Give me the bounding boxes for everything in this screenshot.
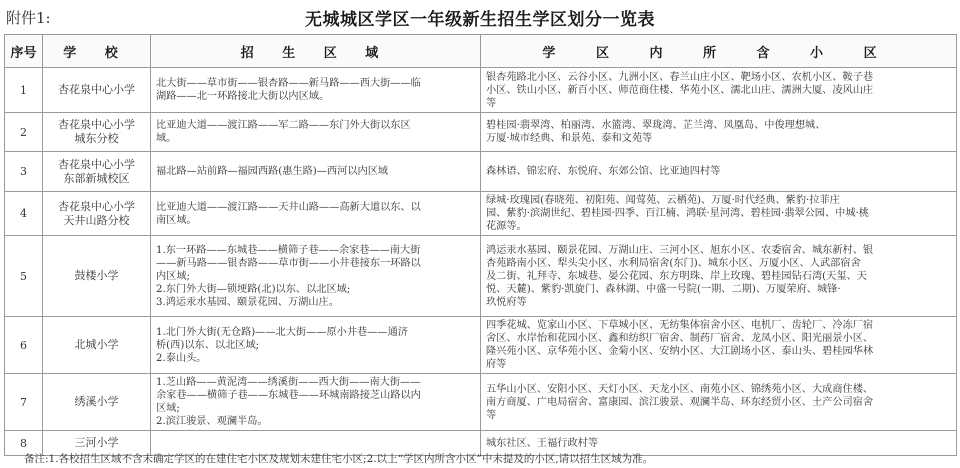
enrollment-area	[151, 192, 481, 236]
header-area: 招 生 区 域	[151, 35, 481, 68]
table-row	[5, 374, 957, 431]
community-list-line: 碧桂园·翡翠湾、柏丽湾、水篮湾、翠珑湾、芷兰湾、凤凰岛、中俊理想城、	[486, 120, 826, 131]
row-number: 2	[5, 113, 43, 152]
school-name	[43, 374, 151, 431]
community-list-line: 小区、铁山小区、新百小区、师范商住楼、华苑小区、濡北山庄、濡洲大厦、凌风山庄	[486, 84, 874, 96]
community-list	[481, 192, 957, 236]
school-name	[43, 113, 151, 152]
district-table	[4, 34, 957, 456]
community-list-line: 府等	[486, 359, 507, 370]
community-list-line: 等	[486, 97, 497, 109]
community-list	[481, 68, 957, 113]
community-list-line: 花源等。	[486, 221, 527, 232]
enrollment-area	[151, 374, 481, 431]
footnote: 备注:1.各校招生区域不含未确定学区的在建住宅小区及规划未建住宅小区;2.以上“学区内所含小区”中未提及的小区,请以招生区域为准。	[24, 453, 654, 465]
enrollment-area	[151, 317, 481, 374]
enrollment-area-line: 南区域。	[156, 214, 197, 226]
enrollment-area-line: 余家巷——横筛子巷——东城巷——环城南路接芝山路以内	[156, 390, 421, 401]
enrollment-area	[151, 68, 481, 113]
row-number: 6	[5, 317, 43, 374]
enrollment-area-line: 2.滨江骏景、观澜半岛。	[156, 416, 268, 427]
school-name	[43, 192, 151, 236]
page-title: 无城城区学区一年级新生招生学区划分一览表	[305, 10, 655, 30]
table-row	[5, 68, 957, 113]
enrollment-area	[151, 152, 481, 192]
school-name-line: 天井山路分校	[63, 213, 130, 227]
enrollment-area-line: ——新马路——银杏路——草市街——小井巷接东一环路以	[156, 257, 421, 269]
row-number: 5	[5, 236, 43, 317]
school-name-line: 三河小学	[74, 436, 119, 449]
enrollment-area-line: 湖路——北一环路接北大街以内区域。	[156, 91, 330, 102]
enrollment-area-line: 比亚迪大道——渡江路——军二路——东门外大街以东区	[156, 120, 411, 131]
row-number: 4	[5, 192, 43, 236]
header-communities: 学 区 内 所 含 小 区	[481, 35, 957, 68]
row-number: 1	[5, 68, 43, 113]
enrollment-area	[151, 113, 481, 152]
table-row	[5, 192, 957, 236]
enrollment-area-line: 域。	[156, 133, 177, 144]
community-list-line: 隆兴苑小区、京华苑小区、金菊小区、安纳小区、大江剧场小区、泰山头、碧桂园华林	[486, 346, 874, 357]
school-name	[43, 68, 151, 113]
table-row	[5, 317, 957, 374]
community-list	[481, 152, 957, 192]
row-number: 3	[5, 152, 43, 192]
community-list-line: 及二街、礼拜寺、东城巷、晏公花园、东方明珠、岸上玫瑰、碧桂园钻石湾(天玺、天	[486, 270, 867, 282]
enrollment-area-line: 桥(西)以东、以北区域;	[156, 339, 260, 351]
community-list-line: 四季花城、览家山小区、下草城小区、无纺集体宿舍小区、电机厂、齿轮厂、冷冻厂宿	[486, 320, 874, 331]
school-name-line: 杏花泉中心小学	[58, 118, 135, 131]
school-name-line: 杏花泉中心小学	[58, 199, 135, 213]
header-num: 序号	[5, 35, 43, 68]
enrollment-area-line: 区域;	[156, 403, 180, 414]
attachment-label: 附件1:	[6, 9, 51, 27]
school-name-line: 杏花泉中心小学	[58, 157, 135, 171]
enrollment-area-line: 3.鸿运汞水基园、颐景花园、万湖山庄。	[156, 296, 339, 308]
enrollment-area-line: 2.东门外大街—锁埂路(北)以东、以北区域;	[156, 283, 351, 295]
enrollment-area-line: 内区域;	[156, 270, 190, 282]
enrollment-area-line: 比亚迪大道——渡江路——天井山路——高新大道以东、以	[156, 201, 421, 213]
header-school: 学 校	[43, 35, 151, 68]
row-number: 8	[5, 431, 43, 456]
enrollment-area-line: 2.泰山头。	[156, 352, 207, 364]
enrollment-area-line: 1.东一环路——东城巷——横筛子巷——余家巷——南大街	[156, 244, 421, 256]
community-list	[481, 317, 957, 374]
community-list	[481, 236, 957, 317]
community-list-line: 南方商厦、广电局宿舍、富康园、滨江骏景、观澜半岛、环东经贸小区、土产公司宿舍	[486, 396, 874, 408]
enrollment-area-line: 1.芝山路——黄泥湾——绣溪街——西大街——南大街——	[156, 377, 421, 388]
school-name-line: 东部新城校区	[63, 171, 130, 185]
school-name-line: 杏花泉中心小学	[58, 83, 135, 96]
school-name-line: 城东分校	[74, 132, 119, 145]
school-name-line: 北城小学	[74, 338, 119, 351]
community-list-line: 舍区、水岸怡和花园小区、鑫和纺织厂宿舍、制药厂宿舍、龙凤小区、阳光丽景小区、	[486, 333, 874, 344]
community-list-line: 鸿运汞水基园、颐景花园、万湖山庄、三河小区、旭东小区、农委宿舍、城东新村、银	[486, 244, 874, 256]
enrollment-area-line: 1.北门外大街(无仓路)——北大街——原小井巷——通济	[156, 326, 408, 338]
enrollment-area-line: 北大街——草市街——银杏路——新马路——西大街——临	[156, 78, 421, 89]
school-name	[43, 236, 151, 317]
table-row	[5, 236, 957, 317]
community-list	[481, 113, 957, 152]
table-body	[5, 68, 957, 456]
school-name-line: 绣溪小学	[74, 395, 119, 408]
community-list-line: 杏苑路南小区、犁头尖小区、水利局宿舍(东门)、城东小区、万厦小区、人武部宿舍	[486, 257, 861, 269]
enrollment-area	[151, 236, 481, 317]
table-header-row	[5, 35, 957, 68]
community-list-line: 等	[486, 409, 497, 421]
community-list-line: 五华山小区、安阳小区、天灯小区、天龙小区、南苑小区、锦绣苑小区、大成商住楼、	[486, 383, 874, 395]
enrollment-area-line: 福北路—站前路—福园西路(惠生路)—西河以内区域	[156, 166, 389, 177]
school-name-line: 鼓楼小学	[74, 269, 119, 282]
table-row	[5, 152, 957, 192]
community-list-line: 悦、天麓)、紫豹·凯旋门、森林湖、中盛一号院(一期、二期)、万厦荣府、城锋·	[486, 283, 841, 295]
community-list-line: 万厦·城市经典、和景苑、泰和文苑等	[486, 133, 653, 144]
community-list-line: 银杏苑路北小区、云谷小区、九洲小区、春兰山庄小区、靶场小区、农机小区、鞍子巷	[486, 71, 874, 83]
school-name	[43, 317, 151, 374]
community-list-line: 绿城·玫瑰园(春晓苑、初阳苑、闻莺苑、云栖苑)、万厦·时代经典、紫豹·拉菲庄	[486, 195, 840, 206]
school-name	[43, 152, 151, 192]
community-list-line: 城东社区、王福行政村等	[486, 437, 599, 449]
table-row	[5, 113, 957, 152]
community-list-line: 玖悦府等	[486, 296, 527, 308]
community-list	[481, 374, 957, 431]
community-list-line: 森林语、锦宏府、东悦府、东郊公馆、比亚迪四村等	[486, 166, 721, 177]
row-number: 7	[5, 374, 43, 431]
community-list-line: 园、紫豹·滨湖世纪、碧桂园·四季、百江楠、鸿联·星河湾、碧桂园·翡翠公园、中城·桃	[486, 208, 869, 219]
